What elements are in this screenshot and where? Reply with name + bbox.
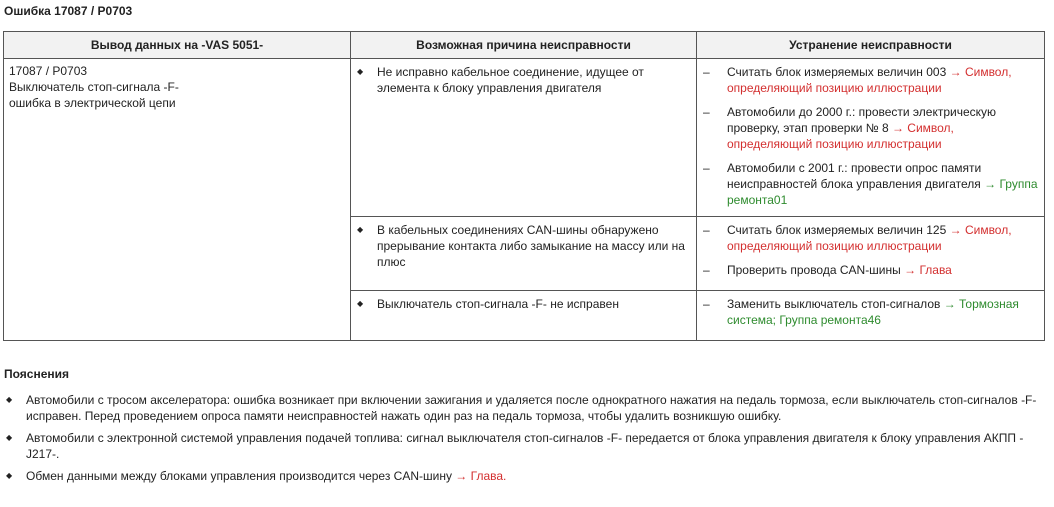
cause-cell bbox=[351, 217, 697, 291]
chapter-link[interactable]: → Глава. bbox=[455, 469, 507, 483]
cause-cell bbox=[351, 291, 697, 341]
fix-text: Заменить выключатель стоп-сигналов bbox=[727, 297, 944, 311]
symbol-link[interactable]: → Символ, определяющий позицию иллюстрации bbox=[727, 121, 954, 151]
symbol-link[interactable]: → Символ, определяющий позицию иллюстрации bbox=[727, 65, 1012, 95]
fix-item bbox=[697, 262, 1044, 278]
cause-text: Не исправно кабельное соединение, идущее от элемента к блоку управления двигателя bbox=[377, 65, 644, 95]
fix-item bbox=[697, 64, 1044, 96]
column-header-cause: Возможная причина неисправности bbox=[351, 32, 697, 59]
notes-list bbox=[4, 392, 1044, 490]
list-item bbox=[4, 468, 1044, 484]
diamond-bullet-icon: ◆ bbox=[6, 471, 13, 480]
diamond-bullet-icon: ◆ bbox=[6, 395, 13, 404]
note-text: Обмен данными между блоками управления производится через CAN-шину bbox=[26, 469, 456, 483]
fault-table bbox=[3, 31, 1045, 341]
fix-text: Автомобили до 2000 г.: провести электрическую проверку, этап проверки № 8 bbox=[727, 105, 997, 135]
page-title: Ошибка 17087 / P0703 bbox=[4, 4, 133, 18]
fix-cell bbox=[697, 217, 1045, 291]
table-header-row bbox=[4, 32, 1045, 59]
repair-group-link[interactable]: → Группа ремонта01 bbox=[727, 177, 1038, 207]
fix-cell bbox=[697, 291, 1045, 341]
fault-description-line: ошибка в электрической цепи bbox=[9, 96, 176, 110]
fix-item bbox=[697, 222, 1044, 254]
notes-title: Пояснения bbox=[4, 367, 70, 381]
diamond-bullet-icon: ◆ bbox=[357, 225, 364, 234]
diamond-bullet-icon: ◆ bbox=[6, 433, 13, 442]
cause-text: В кабельных соединениях CAN-шины обнаружено прерывание контакта либо замыкание на массу или на плюс bbox=[377, 223, 685, 269]
diamond-bullet-icon: ◆ bbox=[357, 299, 364, 308]
cause-cell bbox=[351, 59, 697, 217]
fix-text: Считать блок измеряемых величин 125 bbox=[727, 223, 950, 237]
dash-bullet: – bbox=[703, 105, 710, 119]
brake-system-link[interactable]: → Тормозная система; Группа ремонта46 bbox=[727, 297, 1019, 327]
fix-item bbox=[697, 296, 1044, 328]
dash-bullet: – bbox=[703, 263, 710, 277]
fault-output-cell bbox=[4, 59, 351, 341]
fix-item bbox=[697, 160, 1044, 208]
chapter-link[interactable]: → Глава bbox=[904, 263, 952, 277]
column-header-output: Вывод данных на -VAS 5051- bbox=[4, 32, 351, 59]
fix-text: Проверить провода CAN-шины bbox=[727, 263, 905, 277]
fault-code: 17087 / P0703 bbox=[9, 64, 88, 78]
dash-bullet: – bbox=[703, 161, 710, 175]
list-item bbox=[4, 430, 1044, 462]
note-text: Автомобили с электронной системой управления подачей топлива: сигнал выключателя стоп-сигналов -F- передается от блока управления двигателя к блоку управления АКПП -J217-. bbox=[26, 431, 1024, 461]
list-item bbox=[4, 392, 1044, 424]
fix-text: Считать блок измеряемых величин 003 bbox=[727, 65, 950, 79]
note-text: Автомобили с тросом акселератора: ошибка возникает при включении зажигания и удаляется после однократного нажатия на педаль тормоза, если выключатель стоп-сигналов -F- исправен. Перед проведением опроса памяти неисправностей нажать один раз на педаль тормоза, чтобы удалить возникшую ошибку. bbox=[26, 393, 1037, 423]
fix-text: Автомобили с 2001 г.: провести опрос памяти неисправностей блока управления двигателя bbox=[727, 161, 985, 191]
dash-bullet: – bbox=[703, 223, 710, 237]
fix-item bbox=[697, 104, 1044, 152]
dash-bullet: – bbox=[703, 65, 710, 79]
diamond-bullet-icon: ◆ bbox=[357, 67, 364, 76]
column-header-fix: Устранение неисправности bbox=[697, 32, 1045, 59]
symbol-link[interactable]: → Символ, определяющий позицию иллюстрации bbox=[727, 223, 1012, 253]
fault-description-line: Выключатель стоп-сигнала -F- bbox=[9, 80, 179, 94]
fix-cell bbox=[697, 59, 1045, 217]
table-row bbox=[4, 59, 1045, 217]
dash-bullet: – bbox=[703, 297, 710, 311]
cause-text: Выключатель стоп-сигнала -F- не исправен bbox=[377, 297, 619, 311]
